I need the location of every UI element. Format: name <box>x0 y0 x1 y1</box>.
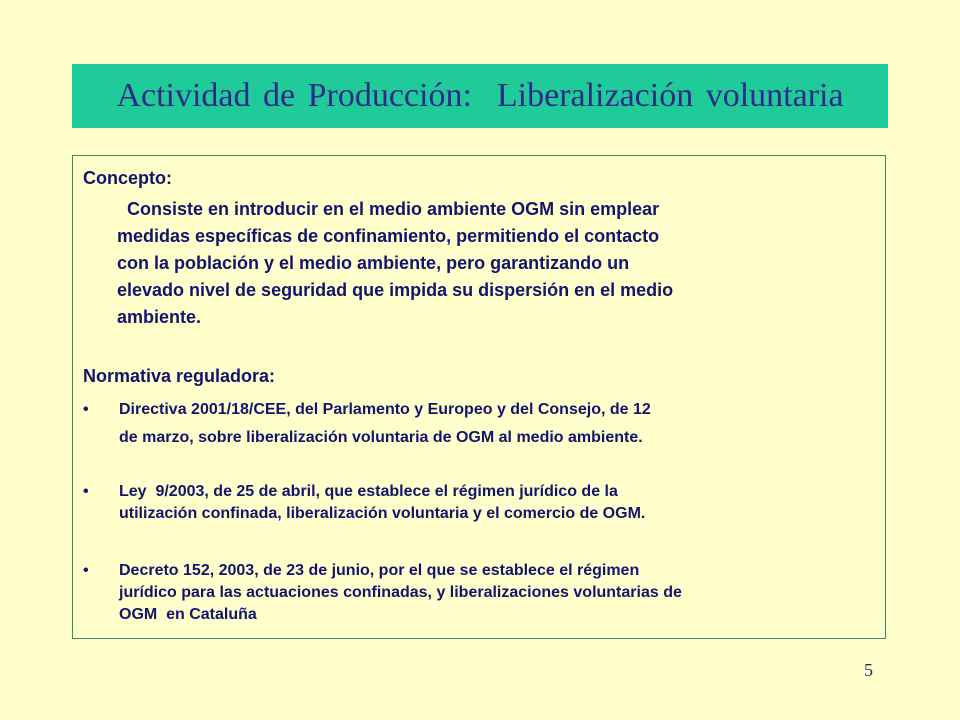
bullet-line: jurídico para las actuaciones confinadas, y liberalizaciones voluntarias de <box>119 584 682 601</box>
concept-line: Consiste en introducir en el medio ambiente OGM sin emplear <box>117 199 660 219</box>
bullet-text <box>119 399 873 449</box>
bullet-line: de marzo, sobre liberalización voluntaria de OGM al medio ambiente. <box>119 429 643 446</box>
bullet-text <box>119 560 873 626</box>
concept-line: medidas específicas de confinamiento, permitiendo el contacto <box>117 226 660 246</box>
slide-title: Actividad de Producción: Liberalización voluntaria <box>116 77 844 114</box>
bullet-line: Directiva 2001/18/CEE, del Parlamento y Europeo y del Consejo, de 12 <box>119 401 651 418</box>
bullet-icon: • <box>83 401 89 418</box>
concept-line: ambiente. <box>117 307 202 327</box>
page-number: 5 <box>864 660 873 680</box>
content-box <box>72 155 886 639</box>
title-bar <box>72 64 888 128</box>
bullet-line: OGM en Cataluña <box>119 606 257 623</box>
concept-label: Concepto: <box>83 168 172 188</box>
normativa-label: Normativa reguladora: <box>83 366 276 386</box>
concept-paragraph <box>117 196 857 331</box>
concept-line: con la población y el medio ambiente, pero garantizando un <box>117 253 630 273</box>
bullet-line: Ley 9/2003, de 25 de abril, que establece el régimen jurídico de la <box>119 483 618 500</box>
bullet-icon: • <box>83 483 89 500</box>
bullet-text <box>119 481 873 525</box>
bullet-line: utilización confinada, liberalización voluntaria y el comercio de OGM. <box>119 505 646 522</box>
concept-line: elevado nivel de seguridad que impida su dispersión en el medio <box>117 280 674 300</box>
bullet-line: Decreto 152, 2003, de 23 de junio, por el que se establece el régimen <box>119 562 640 579</box>
bullet-icon: • <box>83 562 89 579</box>
